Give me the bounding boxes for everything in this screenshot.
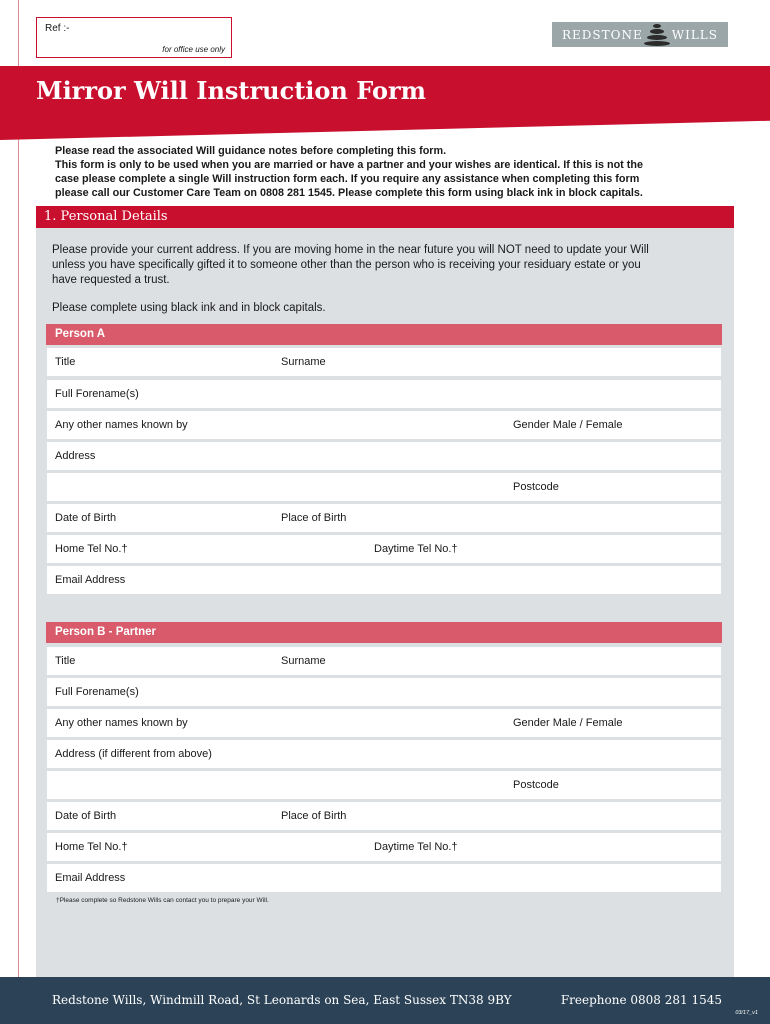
person-a-row-birth[interactable]	[47, 504, 721, 532]
dob-field-label: Date of Birth	[55, 810, 117, 822]
section-title: 1. Personal Details	[44, 209, 168, 224]
postcode-field-label: Postcode	[513, 779, 559, 791]
person-b-header	[46, 622, 722, 643]
ink-note	[52, 301, 326, 316]
postcode-field-label: Postcode	[513, 481, 559, 493]
section-header	[36, 206, 734, 228]
footer-phone: Freephone 0808 281 1545	[560, 993, 722, 1007]
guidance-line: Please provide your current address. If you are moving home in the near future you will NOT need to update your Will	[52, 244, 649, 256]
place-of-birth-field-label: Place of Birth	[281, 810, 347, 822]
other-names-field-label: Any other names known by	[55, 419, 188, 431]
place-of-birth-field-label: Place of Birth	[281, 512, 347, 524]
form-version-code: 03/17_v1	[735, 1010, 758, 1016]
intro-line: This form is only to be used when you are married or have a partner and your wishes are identical. If this is not the	[55, 159, 643, 171]
form-title: Mirror Will Instruction Form	[36, 76, 426, 105]
email-field-label: Email Address	[55, 574, 126, 586]
gender-field-label: Gender Male / Female	[513, 419, 623, 431]
office-ref-box[interactable]	[36, 17, 232, 58]
intro-line: please call our Customer Care Team on 0808 281 1545. Please complete this form using black ink in block capitals.	[55, 187, 643, 199]
office-use-note: for office use only	[162, 45, 225, 54]
footer-address: Redstone Wills, Windmill Road, St Leonards on Sea, East Sussex TN38 9BY	[52, 993, 512, 1007]
address-field-label: Address (if different from above)	[55, 748, 212, 760]
email-field-label: Email Address	[55, 872, 126, 884]
person-a-row-email[interactable]	[47, 566, 721, 594]
guidance-line: have requested a trust.	[52, 274, 170, 286]
person-b-row-phone[interactable]	[47, 833, 721, 861]
person-a-label: Person A	[55, 328, 106, 340]
home-tel-field-label: Home Tel No.†	[55, 841, 128, 853]
person-b-row-postcode[interactable]	[47, 771, 721, 799]
person-b-row-forenames[interactable]	[47, 678, 721, 706]
person-a-row-other-names[interactable]	[47, 411, 721, 439]
intro-line: case please complete a single Will instruction form each. If you require any assistance when completing this form	[55, 173, 640, 185]
logo-text-left: REDSTONE	[562, 27, 643, 42]
title-field-label: Title	[55, 356, 76, 368]
daytime-tel-field-label: Daytime Tel No.†	[374, 841, 458, 853]
stacked-stones-icon	[644, 24, 670, 46]
ink-note-text: Please complete using black ink and in block capitals.	[52, 302, 326, 314]
logo-text-right: WILLS	[671, 27, 718, 42]
ref-label: Ref :-	[45, 23, 70, 34]
footer	[0, 977, 770, 1024]
home-tel-field-label: Home Tel No.†	[55, 543, 128, 555]
contact-footnote: †Please complete so Redstone Wills can contact you to prepare your Will.	[56, 897, 269, 904]
person-a-row-title[interactable]	[47, 348, 721, 376]
intro-instructions	[55, 144, 725, 200]
person-b-row-title[interactable]	[47, 647, 721, 675]
other-names-field-label: Any other names known by	[55, 717, 188, 729]
redstone-wills-logo	[552, 22, 728, 47]
person-a-row-postcode[interactable]	[47, 473, 721, 501]
person-b-row-other-names[interactable]	[47, 709, 721, 737]
person-b-label: Person B - Partner	[55, 626, 156, 638]
left-margin-rule	[18, 0, 19, 1024]
person-a-row-address[interactable]	[47, 442, 721, 470]
dob-field-label: Date of Birth	[55, 512, 117, 524]
address-field-label: Address	[55, 450, 96, 462]
person-b-row-email[interactable]	[47, 864, 721, 892]
title-field-label: Title	[55, 655, 76, 667]
person-a-row-forenames[interactable]	[47, 380, 721, 408]
person-a-row-phone[interactable]	[47, 535, 721, 563]
person-b-row-address[interactable]	[47, 740, 721, 768]
gender-field-label: Gender Male / Female	[513, 717, 623, 729]
person-a-header	[46, 324, 722, 345]
person-b-row-birth[interactable]	[47, 802, 721, 830]
daytime-tel-field-label: Daytime Tel No.†	[374, 543, 458, 555]
intro-line: Please read the associated Will guidance notes before completing this form.	[55, 145, 447, 157]
forenames-field-label: Full Forename(s)	[55, 686, 139, 698]
address-guidance	[52, 243, 649, 288]
guidance-line: unless you have specifically gifted it to someone other than the person who is receiving your residuary estate or you	[52, 259, 641, 271]
forenames-field-label: Full Forename(s)	[55, 388, 139, 400]
surname-field-label: Surname	[281, 655, 326, 667]
surname-field-label: Surname	[281, 356, 326, 368]
